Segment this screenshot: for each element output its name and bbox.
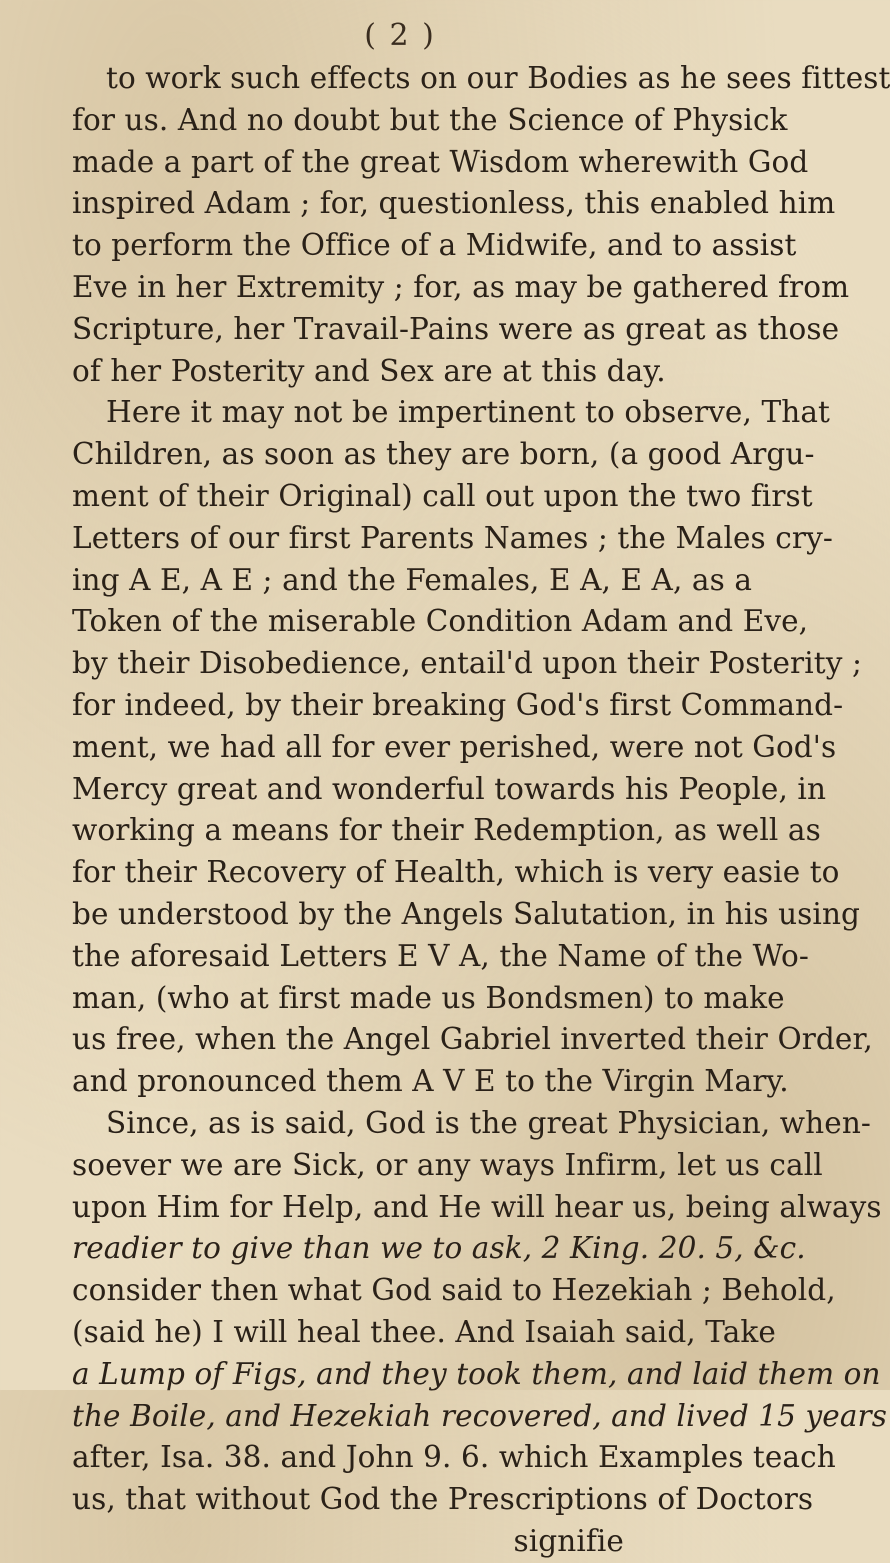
body-text (34, 58, 890, 1563)
text-line: soever we are Sick, or any ways Infirm, let us call (72, 1147, 823, 1182)
text-line: for indeed, by their breaking God's first Command- (72, 687, 844, 722)
text-line: a Lump of Figs, and they took them, and laid them on (72, 1356, 881, 1391)
text-line: man, (who at first made us Bondsmen) to make (72, 980, 785, 1015)
text-line: Scripture, her Travail-Pains were as great as those (72, 311, 840, 346)
text-line: ing A E, A E ; and the Females, E A, E A, as a (72, 562, 753, 597)
text-line: to work such effects on our Bodies as he sees fittest (106, 61, 890, 95)
text-line: (said he) I will heal thee. And Isaiah said, Take (72, 1314, 776, 1349)
text-line: for us. And no doubt but the Science of Physick (72, 102, 788, 137)
text-line: ment of their Original) call out upon the two first (72, 478, 813, 513)
text-line: Token of the miserable Condition Adam and Eve, (72, 604, 809, 639)
text-line: working a means for their Redemption, as well as (72, 813, 821, 848)
text-line: us free, when the Angel Gabriel inverted their Order, (72, 1022, 873, 1057)
text-line: for their Recovery of Health, which is very easie to (72, 855, 840, 890)
text-line: made a part of the great Wisdom wherewith God (72, 144, 809, 179)
text-line: Eve in her Extremity ; for, as may be gathered from (72, 269, 850, 304)
text-line: the aforesaid Letters E V A, the Name of the Wo- (72, 938, 809, 973)
catchword: signifie (513, 1523, 624, 1558)
text-line: consider then what God said to Hezekiah ; Behold, (72, 1273, 836, 1308)
text-line: readier to give than we to ask, 2 King. 20. 5, &c. (72, 1231, 806, 1266)
text-line: to perform the Office of a Midwife, and to assist (72, 228, 797, 263)
text-line: Since, as is said, God is the great Physician, when- (106, 1105, 871, 1140)
text-line: Children, as soon as they are born, (a good Argu- (72, 437, 815, 472)
text-line: Here it may not be impertinent to observe, That (106, 395, 830, 430)
text-line: upon Him for Help, and He will hear us, being always (72, 1189, 882, 1224)
text-line: us, that without God the Prescriptions of Doctors (72, 1482, 814, 1517)
text-line: and pronounced them A V E to the Virgin Mary. (72, 1064, 789, 1099)
text-line: of her Posterity and Sex are at this day. (72, 353, 666, 388)
text-line: be understood by the Angels Salutation, in his using (72, 896, 861, 931)
page-number: ( 2 ) (364, 18, 436, 53)
text-line: after, Isa. 38. and John 9. 6. which Examples teach (72, 1440, 836, 1475)
text-line: Letters of our first Parents Names ; the Males cry- (72, 520, 833, 555)
text-line: inspired Adam ; for, questionless, this enabled him (72, 186, 836, 221)
text-line: Mercy great and wonderful towards his People, in (72, 771, 827, 806)
text-line: the Boile, and Hezekiah recovered, and lived 15 years (72, 1398, 887, 1433)
text-line: by their Disobedience, entail'd upon their Posterity ; (72, 646, 863, 681)
text-line: ment, we had all for ever perished, were not God's (72, 729, 837, 764)
